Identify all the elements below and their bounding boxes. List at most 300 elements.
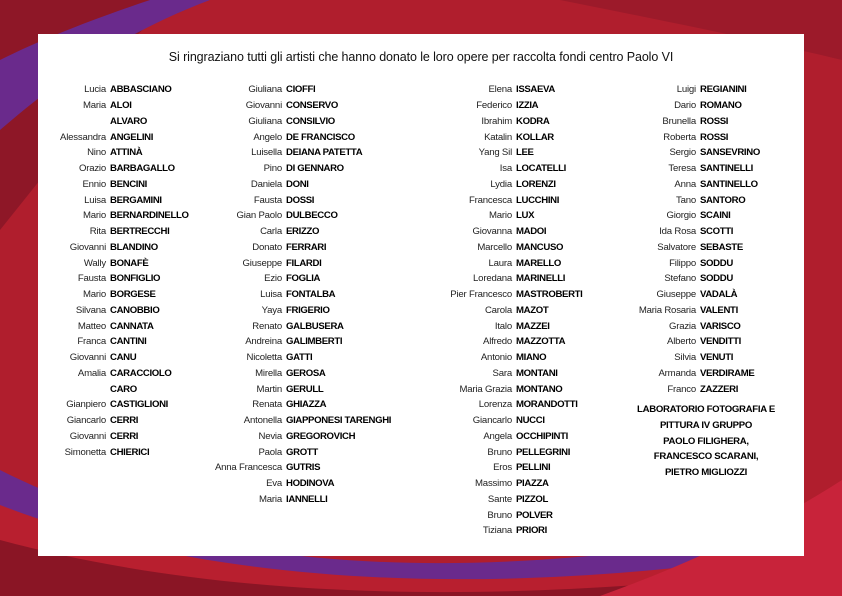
artist-first-name: Maria Rosaria [638, 304, 696, 316]
artist-last-name: MARINELLI [516, 273, 566, 285]
artist-row [426, 287, 583, 303]
artist-row [196, 240, 391, 256]
artist-first-name: Luisa [84, 194, 106, 206]
artist-last-name: SODDU [700, 273, 733, 285]
artist-row [40, 350, 189, 366]
artist-last-name: GERULL [286, 383, 324, 395]
artist-last-name: SCOTTI [700, 226, 734, 238]
artist-last-name: VADALÀ [700, 289, 738, 301]
artist-last-name: SANTINELLO [700, 178, 758, 190]
artist-last-name: ROSSI [700, 115, 729, 127]
artist-row [196, 129, 391, 145]
artist-first-name: Luigi [676, 84, 696, 96]
artist-last-name: DULBECCO [286, 210, 338, 222]
artist-first-name: Giuliana [248, 115, 282, 127]
artist-row [620, 303, 760, 319]
artist-first-name: Dario [674, 100, 696, 112]
artist-first-name: Donato [252, 241, 282, 253]
artist-last-name: MORANDOTTI [516, 399, 578, 411]
artist-last-name: GALIMBERTI [286, 336, 343, 348]
artist-last-name: MAZOT [516, 304, 549, 316]
artist-last-name: ANGELINI [110, 131, 154, 143]
artist-first-name: Silvia [674, 352, 696, 364]
artist-row [40, 255, 189, 271]
artist-row [426, 381, 583, 397]
artist-row [620, 255, 760, 271]
artist-row [196, 366, 391, 382]
artist-first-name: Mario [83, 289, 106, 301]
artist-last-name: BERNARDINELLO [110, 210, 189, 222]
artist-first-name: Sara [492, 367, 512, 379]
artist-last-name: HODINOVA [286, 478, 335, 490]
names-column-3 [426, 82, 583, 539]
artist-row [620, 366, 760, 382]
artist-row [426, 460, 583, 476]
artist-first-name: Giuliana [248, 84, 282, 96]
lab-credit-line: PITTURA IV GRUPPO [659, 419, 753, 431]
artist-first-name: Renato [252, 320, 282, 332]
artist-last-name: GREGOROVICH [286, 430, 356, 442]
artist-row [620, 381, 760, 397]
artist-first-name: Eros [493, 462, 512, 474]
artist-last-name: CANOBBIO [110, 304, 160, 316]
artist-row [620, 192, 760, 208]
artist-first-name: Yang Sil [478, 147, 512, 159]
artist-last-name: GUTRIS [286, 462, 321, 474]
artist-first-name: Fausta [253, 194, 282, 206]
lab-credit-line: FRANCESCO SCARANI, [653, 451, 759, 463]
artist-first-name: Alessandra [60, 131, 106, 143]
artist-first-name: Franco [667, 383, 696, 395]
artist-row [426, 366, 583, 382]
artist-row [196, 114, 391, 130]
artist-last-name: ATTINÀ [110, 147, 143, 159]
artist-row [196, 177, 391, 193]
artist-first-name: Bruno [487, 509, 512, 521]
artist-first-name: Anna Francesca [214, 462, 282, 474]
artist-row [620, 177, 760, 193]
artist-first-name: Giuseppe [242, 257, 282, 269]
artist-last-name: CASTIGLIONI [110, 399, 168, 411]
artist-last-name: DEIANA PATETTA [286, 147, 363, 159]
artist-first-name: Filippo [669, 257, 696, 269]
artist-row [620, 82, 760, 98]
artist-last-name: REGIANINI [700, 84, 747, 96]
artist-last-name: FERRARI [286, 241, 327, 253]
artist-row [196, 318, 391, 334]
artist-last-name: CANU [110, 352, 137, 364]
artist-first-name: Pier Francesco [450, 289, 512, 301]
artist-first-name: Carla [260, 226, 282, 238]
artist-last-name: MANCUSO [516, 241, 564, 253]
artist-first-name: Mirella [255, 367, 282, 379]
artist-first-name: Mario [489, 210, 512, 222]
artist-row [196, 192, 391, 208]
artist-last-name: MIANO [516, 352, 547, 364]
artist-last-name: DOSSI [286, 194, 315, 206]
artist-row [426, 271, 583, 287]
artist-first-name: Martin [256, 383, 282, 395]
artist-last-name: FRIGERIO [286, 304, 330, 316]
artist-last-name: ERIZZO [286, 226, 320, 238]
artist-row [40, 161, 189, 177]
artist-row [620, 287, 760, 303]
names-column-1 [40, 82, 189, 460]
artist-row [40, 287, 189, 303]
artist-first-name: Gian Paolo [236, 210, 282, 222]
artist-row [40, 145, 189, 161]
artist-row [40, 208, 189, 224]
artist-first-name: Elena [488, 84, 512, 96]
artist-first-name: Tiziana [482, 525, 512, 537]
artist-first-name: Rita [89, 226, 106, 238]
artist-row [426, 334, 583, 350]
artist-first-name: Nino [87, 147, 106, 159]
artist-last-name: NUCCI [516, 415, 545, 427]
artist-first-name: Lorenza [478, 399, 512, 411]
artist-first-name: Armanda [658, 367, 696, 379]
artist-row [620, 318, 760, 334]
artist-row [40, 129, 189, 145]
artist-row [426, 318, 583, 334]
artist-last-name: IZZIA [516, 100, 539, 112]
artist-row [426, 413, 583, 429]
artist-row [426, 255, 583, 271]
artist-first-name: Sergio [669, 147, 696, 159]
artist-last-name: CANNATA [110, 320, 154, 332]
artist-last-name: CARO [110, 383, 137, 395]
artist-row [40, 429, 189, 445]
artist-last-name: FONTALBA [286, 289, 336, 301]
artist-first-name: Silvana [75, 304, 106, 316]
artist-row [620, 98, 760, 114]
lab-credit [606, 402, 806, 481]
artist-row [40, 303, 189, 319]
artist-row [196, 460, 391, 476]
artist-row [426, 161, 583, 177]
artist-last-name: CIOFFI [286, 84, 316, 96]
artist-first-name: Marcello [477, 241, 512, 253]
artist-first-name: Tano [675, 194, 696, 206]
artist-row [40, 240, 189, 256]
artist-last-name: VALENTI [700, 304, 738, 316]
artist-last-name: SCAINI [700, 210, 731, 222]
artist-first-name: Roberta [663, 131, 696, 143]
artist-last-name: FOGLIA [286, 273, 321, 285]
artist-row [620, 334, 760, 350]
artist-last-name: ROMANO [700, 100, 742, 112]
artist-last-name: IANNELLI [286, 493, 328, 505]
artist-row [40, 177, 189, 193]
artist-last-name: GHIAZZA [286, 399, 327, 411]
artist-first-name: Antonella [243, 415, 282, 427]
artist-first-name: Maria [83, 100, 106, 112]
artist-first-name: Franca [77, 336, 106, 348]
artist-last-name: ISSAEVA [516, 84, 555, 96]
artist-last-name: GEROSA [286, 367, 326, 379]
artist-row [426, 444, 583, 460]
artist-row [426, 98, 583, 114]
artist-last-name: OCCHIPINTI [516, 430, 568, 442]
artist-first-name: Nicoletta [246, 352, 282, 364]
artist-first-name: Ennio [82, 178, 106, 190]
artist-first-name: Amalia [77, 367, 106, 379]
artist-first-name: Giuseppe [656, 289, 696, 301]
artist-first-name: Giovanna [472, 226, 512, 238]
artist-last-name: DE FRANCISCO [286, 131, 355, 143]
artist-row [196, 429, 391, 445]
artist-first-name: Alberto [667, 336, 696, 348]
artist-last-name: GATTI [286, 352, 313, 364]
artist-first-name: Ida Rosa [659, 226, 696, 238]
artist-row [40, 366, 189, 382]
artist-last-name: LUCCHINI [516, 194, 560, 206]
artist-last-name: MONTANI [516, 367, 558, 379]
artist-row [196, 271, 391, 287]
artist-first-name: Giovanni [69, 241, 106, 253]
artist-row [620, 114, 760, 130]
artist-last-name: LUX [516, 210, 535, 222]
artist-last-name: SEBASTE [700, 241, 743, 253]
artist-first-name: Giancarlo [472, 415, 512, 427]
artist-last-name: SODDU [700, 257, 733, 269]
artist-row [40, 98, 189, 114]
artist-last-name: PIZZOL [516, 493, 549, 505]
artist-first-name: Angelo [253, 131, 282, 143]
artist-last-name: CERRI [110, 430, 139, 442]
artist-row [196, 350, 391, 366]
artist-first-name: Brunella [662, 115, 696, 127]
artist-row [426, 129, 583, 145]
artist-first-name: Ibrahim [481, 115, 512, 127]
artist-first-name: Eva [266, 478, 282, 490]
artist-last-name: MADOI [516, 226, 547, 238]
artist-last-name: PIAZZA [516, 478, 549, 490]
artist-last-name: PELLINI [516, 462, 551, 474]
artist-row [196, 444, 391, 460]
artist-last-name: LORENZI [516, 178, 556, 190]
artist-row [40, 444, 189, 460]
artist-row [426, 224, 583, 240]
artist-row [426, 208, 583, 224]
artist-row [426, 114, 583, 130]
artist-last-name: PRIORI [516, 525, 547, 537]
artist-row [426, 523, 583, 539]
artist-row [620, 145, 760, 161]
artist-row [620, 224, 760, 240]
artist-row [426, 145, 583, 161]
artist-last-name: BENCINI [110, 178, 147, 190]
artist-last-name: MASTROBERTI [516, 289, 583, 301]
artist-first-name: Yaya [261, 304, 282, 316]
artist-last-name: BLANDINO [110, 241, 158, 253]
artist-last-name: BERTRECCHI [110, 226, 170, 238]
artist-row [426, 507, 583, 523]
artist-row [620, 271, 760, 287]
artist-row [426, 303, 583, 319]
artist-row [426, 240, 583, 256]
artist-last-name: SANTINELLI [700, 163, 753, 175]
artist-last-name: KOLLAR [516, 131, 554, 143]
artist-row [40, 397, 189, 413]
artist-first-name: Isa [499, 163, 512, 175]
artist-first-name: Italo [494, 320, 512, 332]
artist-row [196, 161, 391, 177]
names-column-4 [620, 82, 760, 397]
artist-last-name: VARISCO [700, 320, 741, 332]
artist-first-name: Pino [263, 163, 282, 175]
names-column-2 [196, 82, 391, 507]
artist-first-name: Alfredo [483, 336, 512, 348]
artist-first-name: Simonetta [64, 446, 106, 458]
artist-row [40, 381, 189, 397]
artist-last-name: GIAPPONESI TARENGHI [286, 415, 392, 427]
artist-row [196, 381, 391, 397]
artist-last-name: CERRI [110, 415, 139, 427]
artist-last-name: CONSILVIO [286, 115, 335, 127]
artist-last-name: MARELLO [516, 257, 561, 269]
artist-first-name: Wally [83, 257, 106, 269]
artist-first-name: Sante [487, 493, 512, 505]
artist-last-name: CANTINI [110, 336, 147, 348]
artist-last-name: SANTORO [700, 194, 746, 206]
artist-row [196, 208, 391, 224]
artist-row [40, 318, 189, 334]
artist-last-name: BONFIGLIO [110, 273, 161, 285]
artist-first-name: Francesca [469, 194, 512, 206]
artist-first-name: Mario [83, 210, 106, 222]
artist-first-name: Orazio [78, 163, 106, 175]
artist-row [196, 98, 391, 114]
artist-last-name: ZAZZERI [700, 383, 739, 395]
artist-last-name: CARACCIOLO [110, 367, 172, 379]
lab-credit-line: PIETRO MIGLIOZZI [664, 467, 748, 478]
artist-first-name: Andreina [245, 336, 282, 348]
artist-row [426, 492, 583, 508]
artist-first-name: Matteo [77, 320, 106, 332]
artist-row [196, 82, 391, 98]
artist-first-name: Luisa [260, 289, 282, 301]
artist-first-name: Ezio [264, 273, 282, 285]
artist-first-name: Maria Grazia [459, 383, 512, 395]
artist-last-name: BARBAGALLO [110, 163, 175, 175]
artist-row [196, 334, 391, 350]
artist-last-name: SANSEVRINO [700, 147, 760, 159]
artist-first-name: Katalin [484, 131, 512, 143]
artist-last-name: VERDIRAME [700, 367, 755, 379]
artist-first-name: Teresa [668, 163, 696, 175]
artist-first-name: Luisella [251, 147, 282, 159]
artist-row [196, 255, 391, 271]
artist-first-name: Loredana [473, 273, 512, 285]
artist-row [196, 287, 391, 303]
artist-row [40, 224, 189, 240]
artist-row [40, 114, 189, 130]
artist-row [620, 161, 760, 177]
artist-first-name: Fausta [77, 273, 106, 285]
artist-last-name: BORGESE [110, 289, 156, 301]
artist-first-name: Gianpiero [66, 399, 106, 411]
artist-last-name: CONSERVO [286, 100, 338, 112]
artist-last-name: DI GENNARO [286, 163, 344, 175]
artist-row [426, 177, 583, 193]
artist-first-name: Grazia [668, 320, 696, 332]
artist-row [426, 429, 583, 445]
artist-first-name: Giorgio [666, 210, 696, 222]
artist-first-name: Giovanni [69, 352, 106, 364]
artist-last-name: BONAFÈ [110, 257, 149, 269]
artist-first-name: Giovanni [69, 430, 106, 442]
artist-first-name: Carola [484, 304, 512, 316]
artist-first-name: Stefano [664, 273, 696, 285]
artist-first-name: Anna [674, 178, 696, 190]
lab-credit-line: LABORATORIO FOTOGRAFIA E [637, 404, 775, 415]
lab-credit-line: PAOLO FILIGHERA, [663, 435, 749, 447]
artist-row [196, 145, 391, 161]
artist-last-name: DONI [286, 178, 309, 190]
artist-row [40, 271, 189, 287]
artist-row [426, 397, 583, 413]
artist-row [40, 82, 189, 98]
artist-last-name: CHIERICI [110, 446, 150, 458]
artist-row [426, 350, 583, 366]
artist-first-name: Angela [483, 430, 512, 442]
artist-first-name: Lucia [84, 84, 106, 96]
artist-first-name: Paola [258, 446, 282, 458]
artist-last-name: GALBUSERA [286, 320, 344, 332]
artist-row [620, 129, 760, 145]
artist-row [196, 224, 391, 240]
artist-row [426, 476, 583, 492]
artist-row [620, 208, 760, 224]
artist-row [196, 492, 391, 508]
artist-first-name: Federico [476, 100, 512, 112]
artist-first-name: Salvatore [657, 241, 696, 253]
artist-last-name: MAZZOTTA [516, 336, 566, 348]
artist-last-name: VENUTI [700, 352, 734, 364]
artist-last-name: BERGAMINI [110, 194, 162, 206]
artist-row [40, 334, 189, 350]
artist-last-name: ABBASCIANO [110, 84, 172, 96]
artist-last-name: LOCATELLI [516, 163, 566, 175]
artist-row [426, 192, 583, 208]
artist-first-name: Laura [488, 257, 512, 269]
artist-first-name: Maria [259, 493, 282, 505]
artist-last-name: LEE [516, 147, 534, 159]
artist-row [426, 82, 583, 98]
artist-last-name: ALOI [110, 100, 132, 112]
artist-row [620, 350, 760, 366]
artist-last-name: FILARDI [286, 257, 322, 269]
artist-row [196, 303, 391, 319]
page-title: Si ringraziano tutti gli artisti che hanno donato le loro opere per raccolta fondi centro Paolo VI [168, 50, 674, 64]
artist-row [196, 397, 391, 413]
artist-first-name: Renata [252, 399, 282, 411]
artist-first-name: Daniela [250, 178, 282, 190]
artist-first-name: Giancarlo [66, 415, 106, 427]
artist-row [40, 192, 189, 208]
artist-last-name: PELLEGRINI [516, 446, 571, 458]
artist-first-name: Nevia [258, 430, 282, 442]
artist-row [40, 413, 189, 429]
artist-row [620, 240, 760, 256]
artist-row [196, 413, 391, 429]
artist-last-name: ROSSI [700, 131, 729, 143]
artist-last-name: POLVER [516, 509, 553, 521]
artist-first-name: Antonio [480, 352, 512, 364]
artist-last-name: MAZZEI [516, 320, 550, 332]
artist-first-name: Giovanni [245, 100, 282, 112]
